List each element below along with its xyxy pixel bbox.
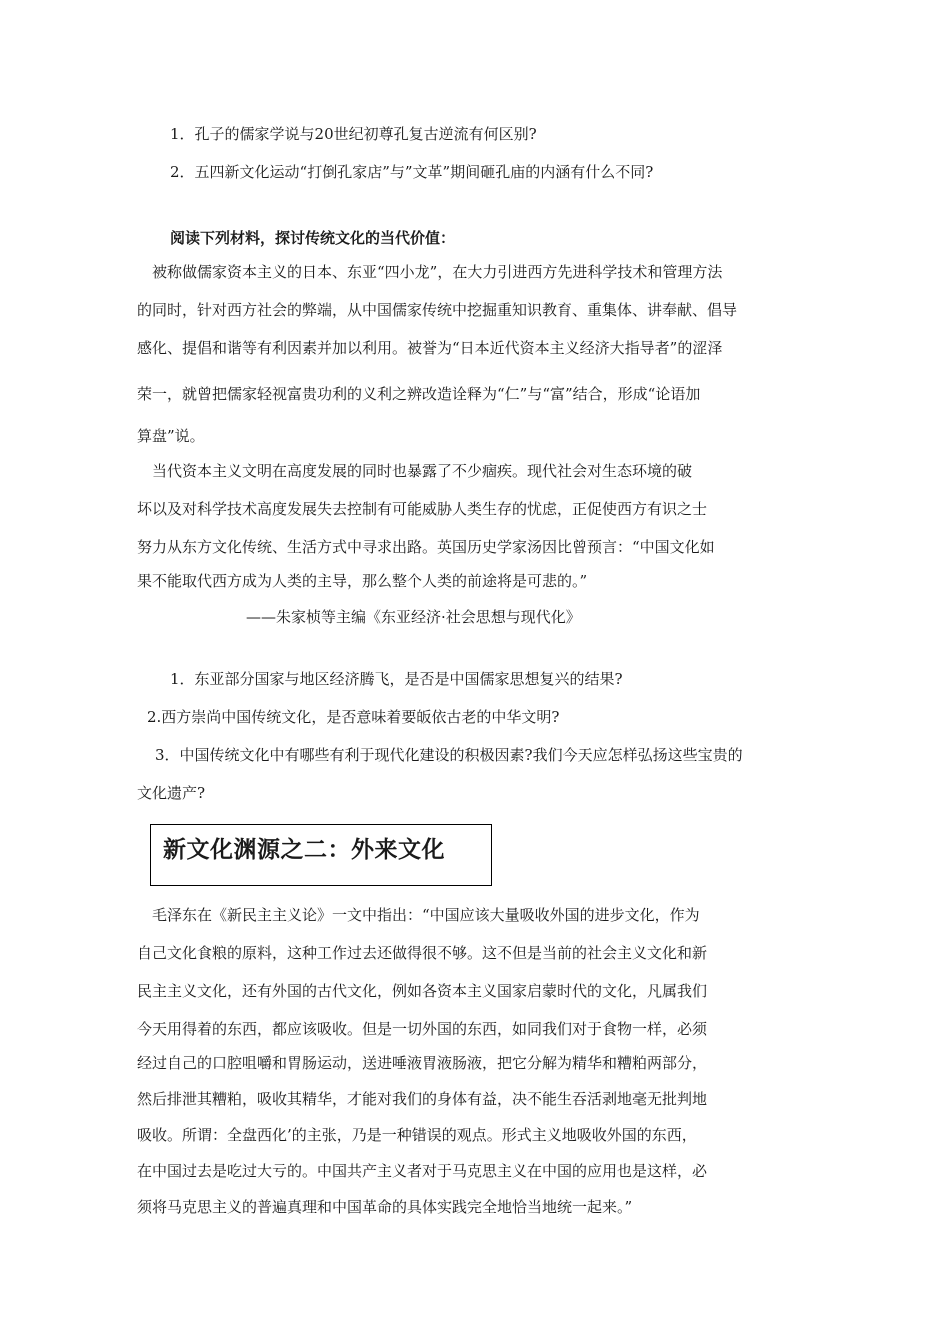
question-1: 1．孔子的儒家学说与20世纪初尊孔复古逆流有何区别?	[170, 125, 537, 143]
mao-line-9: 须将马克思主义的普遍真理和中国革命的具体实践完全地恰当地统一起来。”	[137, 1198, 633, 1216]
mao-line-1: 毛泽东在《新民主主义论》一文中指出：“中国应该大量吸收外国的进步文化，作为	[152, 906, 700, 924]
reading-heading: 阅读下列材料，探讨传统文化的当代价值：	[170, 229, 456, 247]
para1-line-5: 算盘”说。	[137, 427, 205, 445]
mao-line-5: 经过自己的口腔咀嚼和胃肠运动，送进唾液胃液肠液，把它分解为精华和糟粕两部分，	[137, 1054, 708, 1072]
section-title-box	[150, 824, 492, 886]
para1-line-2: 的同时，针对西方社会的弊端，从中国儒家传统中挖掘重知识教育、重集体、讲奉献、倡导	[137, 301, 738, 319]
question-2-1: 1．东亚部分国家与地区经济腾飞，是否是中国儒家思想复兴的结果?	[170, 670, 623, 688]
para2-line-1: 当代资本主义文明在高度发展的同时也暴露了不少痼疾。现代社会对生态环境的破	[152, 462, 693, 480]
para2-line-3: 努力从东方文化传统、生活方式中寻求出路。英国历史学家汤因比曾预言：“中国文化如	[137, 538, 715, 556]
question-2: 2．五四新文化运动“打倒孔家店”与”文革”期间砸孔庙的内涵有什么不同?	[170, 163, 654, 181]
para1-line-3: 感化、提倡和谐等有利因素并加以利用。被誉为“日本近代资本主义经济大指导者”的涩泽	[137, 339, 723, 357]
mao-line-6: 然后排泄其糟粕，吸收其精华，才能对我们的身体有益，决不能生吞活剥地毫无批判地	[137, 1090, 708, 1108]
question-2-2: 2.西方崇尚中国传统文化，是否意味着要皈依古老的中华文明?	[147, 708, 560, 726]
question-2-3-cont: 文化遗产?	[137, 784, 206, 802]
para1-line-4: 荣一，就曾把儒家轻视富贵功利的义利之辨改造诠释为“仁”与“富”结合，形成“论语加	[137, 385, 701, 403]
question-2-3: 3．中国传统文化中有哪些有利于现代化建设的积极因素?我们今天应怎样弘扬这些宝贵的	[155, 746, 743, 764]
mao-line-8: 在中国过去是吃过大亏的。中国共产主义者对于马克思主义在中国的应用也是这样，必	[137, 1162, 708, 1180]
section-title: 新文化渊源之二：外来文化	[163, 837, 445, 863]
mao-line-7: 吸收。所谓：全盘西化’的主张，乃是一种错误的观点。形式主义地吸收外国的东西，	[137, 1126, 697, 1144]
para2-line-4: 果不能取代西方成为人类的主导，那么整个人类的前途将是可悲的。”	[137, 572, 588, 590]
mao-line-3: 民主主义文化，还有外国的古代文化，例如各资本主义国家启蒙时代的文化，凡属我们	[137, 982, 708, 1000]
para2-line-2: 坏以及对科学技术高度发展失去控制有可能威胁人类生存的忧虑，正促使西方有识之士	[137, 500, 708, 518]
mao-line-4: 今天用得着的东西，都应该吸收。但是一切外国的东西，如同我们对于食物一样，必须	[137, 1020, 708, 1038]
mao-line-2: 自己文化食粮的原料，这种工作过去还做得很不够。这不但是当前的社会主义文化和新	[137, 944, 708, 962]
source-citation: ——朱家桢等主编《东亚经济·社会思想与现代化》	[246, 608, 581, 626]
para1-line-1: 被称做儒家资本主义的日本、东亚“四小龙”，在大力引进西方先进科学技术和管理方法	[152, 263, 723, 281]
